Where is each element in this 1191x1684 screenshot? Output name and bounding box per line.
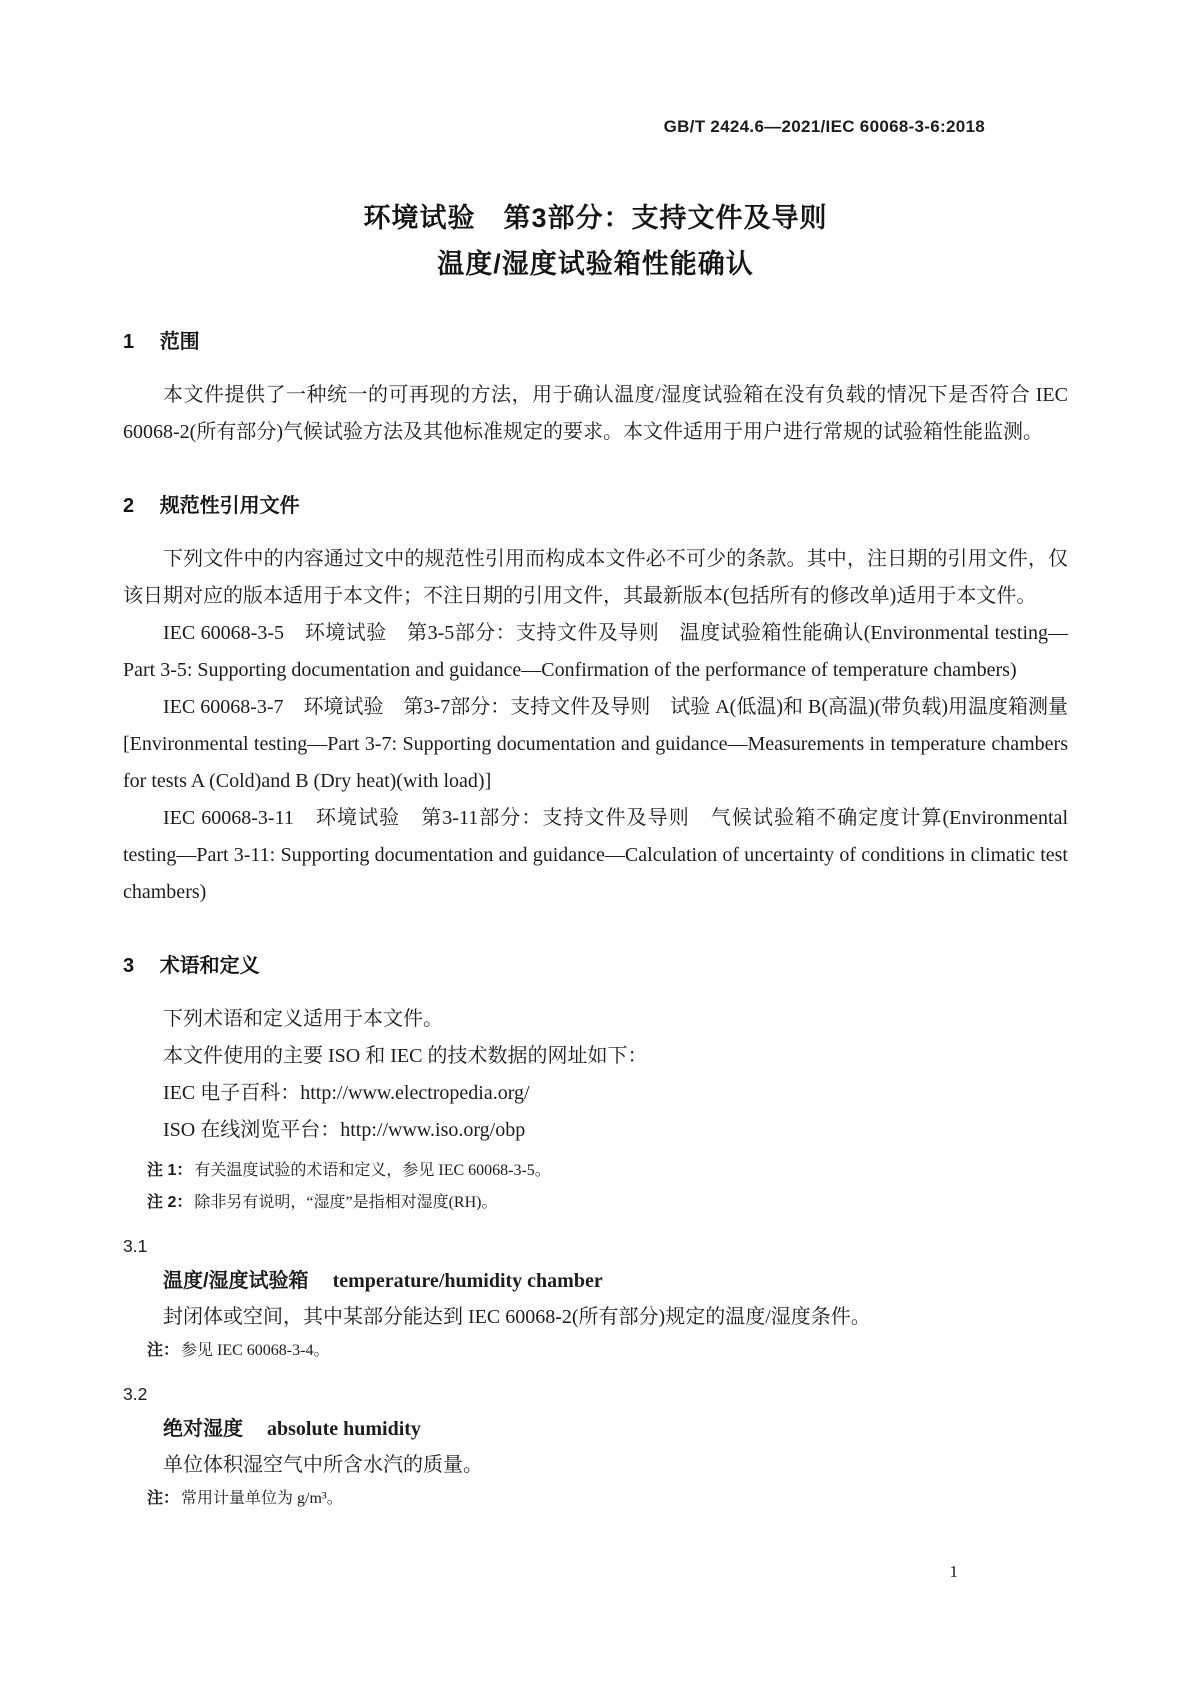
normative-ref-iec-60068-3-7: IEC 60068-3-7 环境试验 第3-7部分：支持文件及导则 试验 A(低温)和 B(高温)(带负载)用温度箱测量 [Environmental testing—Part 3-7: Supporting documentation and guidance—Measurements in temperature chambers for tests A (Cold)and B (Dry heat)(with load)] bbox=[123, 696, 1068, 792]
term-note-text: 常用计量单位为 g/m³。 bbox=[181, 1490, 343, 1507]
scope-paragraph: 本文件提供了一种统一的可再现的方法，用于确认温度/湿度试验箱在没有负载的情况下是否符合 IEC 60068-2(所有部分)气候试验方法及其他标准规定的要求。本文件适用于用户进行常规的试验箱性能监测。 bbox=[123, 384, 1068, 443]
term-zh: 温度/湿度试验箱 bbox=[163, 1270, 309, 1292]
normative-refs-intro: 下列文件中的内容通过文中的规范性引用而构成本文件必不可少的条款。其中，注日期的引用文件，仅该日期对应的版本适用于本文件；不注日期的引用文件，其最新版本(包括所有的修改单)适用于本文件。 bbox=[123, 548, 1068, 607]
terms-intro-1: 下列术语和定义适用于本文件。 bbox=[163, 1008, 443, 1030]
section-3-title: 术语和定义 bbox=[159, 955, 260, 977]
iso-obp-url: ISO 在线浏览平台：http://www.iso.org/obp bbox=[163, 1119, 526, 1141]
terms-note-1-text: 有关温度试验的术语和定义，参见 IEC 60068-3-5。 bbox=[194, 1162, 551, 1179]
terms-intro-2: 本文件使用的主要 ISO 和 IEC 的技术数据的网址如下： bbox=[163, 1045, 648, 1067]
section-2-number: 2 bbox=[123, 495, 135, 517]
section-2-heading bbox=[123, 493, 1068, 519]
term-note-label: 注： bbox=[147, 1342, 180, 1359]
section-1-number: 1 bbox=[123, 331, 135, 353]
term-definition: 封闭体或空间，其中某部分能达到 IEC 60068-2(所有部分)规定的温度/湿度条件。 bbox=[163, 1306, 871, 1328]
term-note bbox=[147, 1335, 1068, 1367]
page-number: 1 bbox=[949, 1562, 958, 1581]
term-entry-id: 3.2 bbox=[123, 1384, 148, 1404]
section-1-title: 范围 bbox=[159, 331, 200, 353]
section-2-title: 规范性引用文件 bbox=[159, 495, 300, 517]
terms-note-2 bbox=[147, 1187, 1068, 1219]
term-note-label: 注： bbox=[147, 1490, 180, 1507]
standard-number-header: GB/T 2424.6—2021/IEC 60068-3-6:2018 bbox=[663, 117, 985, 136]
iec-electropedia-url: IEC 电子百科：http://www.electropedia.org/ bbox=[163, 1082, 530, 1104]
normative-ref-iec-60068-3-5: IEC 60068-3-5 环境试验 第3-5部分：支持文件及导则 温度试验箱性能确认(Environmental testing—Part 3-5: Supporting documentation and guidance—Confirmation of the performance of temperature chambers) bbox=[123, 622, 1068, 681]
doc-title-line2: 温度/湿度试验箱性能确认 bbox=[437, 249, 754, 279]
terms-notes bbox=[123, 1155, 1068, 1219]
term-zh: 绝对湿度 bbox=[163, 1418, 243, 1440]
term-line bbox=[163, 1411, 1068, 1447]
term-definition: 单位体积湿空气中所含水汽的质量。 bbox=[163, 1454, 483, 1476]
section-1-heading bbox=[123, 329, 1068, 355]
term-en: temperature/humidity chamber bbox=[332, 1270, 603, 1292]
doc-title bbox=[123, 0, 1068, 287]
term-note-text: 参见 IEC 60068-3-4。 bbox=[181, 1342, 330, 1359]
term-entry-3-2 bbox=[123, 1377, 1068, 1515]
term-line bbox=[163, 1263, 1068, 1299]
doc-title-line1: 环境试验 第3部分：支持文件及导则 bbox=[363, 203, 828, 233]
term-entry-3-1 bbox=[123, 1229, 1068, 1367]
terms-note-1-label: 注 1： bbox=[147, 1162, 193, 1179]
terms-note-1 bbox=[147, 1155, 1068, 1187]
terms-note-2-text: 除非另有说明，“湿度”是指相对湿度(RH)。 bbox=[194, 1194, 498, 1211]
section-3-number: 3 bbox=[123, 955, 135, 977]
term-en: absolute humidity bbox=[267, 1418, 421, 1440]
term-entry-id: 3.1 bbox=[123, 1236, 148, 1256]
normative-ref-iec-60068-3-11: IEC 60068-3-11 环境试验 第3-11部分：支持文件及导则 气候试验箱不确定度计算(Environmental testing—Part 3-11: Supporting documentation and guidance—Calculation of uncertainty of conditions in climatic test chambers) bbox=[123, 807, 1068, 903]
term-note bbox=[147, 1483, 1068, 1515]
section-3-heading bbox=[123, 953, 1068, 979]
terms-note-2-label: 注 2： bbox=[147, 1194, 193, 1211]
